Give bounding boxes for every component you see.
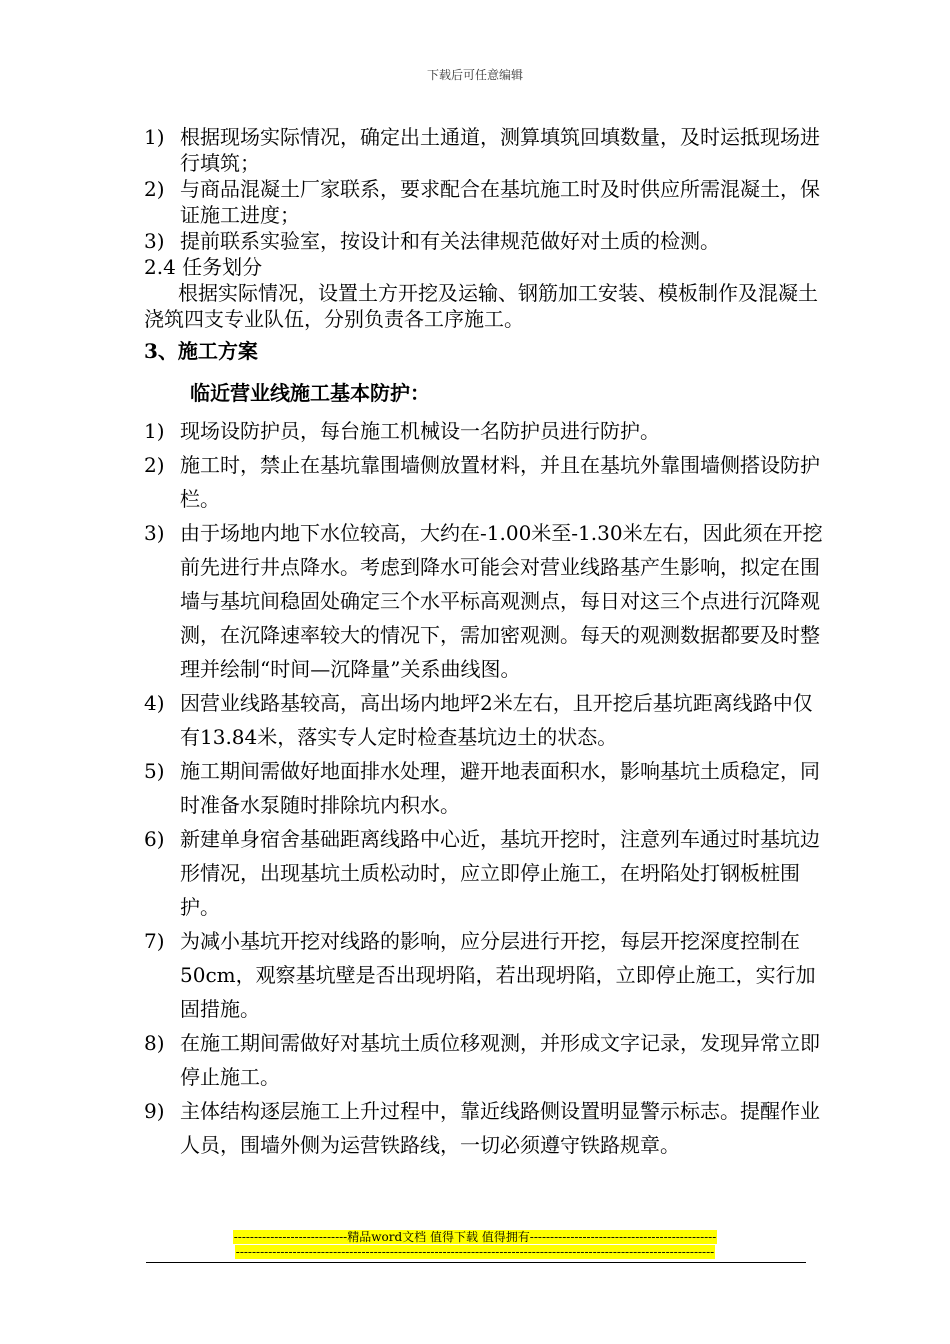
list-number: 5) (144, 759, 165, 783)
section-heading-2-4: 2.4 任务划分 (144, 255, 263, 279)
list-item (144, 124, 824, 176)
list-text: 在施工期间需做好对基坑土质位移观测，并形成文字记录，发现异常立即停止施工。 (180, 1031, 820, 1089)
footer-rule (146, 1262, 806, 1263)
list-number: 9) (144, 1099, 165, 1123)
list-number: 8) (144, 1031, 165, 1055)
list-text: 施工期间需做好地面排水处理，避开地表面积水，影响基坑土质稳定，同时准备水泵随时排除坑内积水。 (180, 759, 820, 817)
list-text: 为减小基坑开挖对线路的影响，应分层进行开挖，每层开挖深度控制在50cm，观察基坑壁是否出现坍陷，若出现坍陷，立即停止施工，实行加固措施。 (180, 929, 816, 1021)
list-number: 3) (144, 229, 165, 253)
list-number: 1) (144, 125, 165, 149)
list-number: 4) (144, 691, 165, 715)
list-item (144, 176, 824, 228)
list-number: 1) (144, 419, 165, 443)
section-heading-3: 3、施工方案 (144, 339, 258, 363)
list-item (144, 1094, 824, 1162)
footer-banner-text: ----------------------------精品word文档 值得下载 值得拥有---------------------------------------------- (233, 1230, 717, 1244)
list-text: 提前联系实验室，按设计和有关法律规范做好对土质的检测。 (180, 229, 720, 253)
list-text: 根据现场实际情况，确定出土通道，测算填筑回填数量，及时运抵现场进行填筑； (180, 125, 820, 175)
list-item (144, 516, 824, 686)
footer-banner-dashes: ---------------------------------------------------------------------------------------------------------------------- (235, 1245, 715, 1259)
footer-banner-line-2 (0, 1245, 950, 1260)
list-text: 因营业线路基较高，高出场内地坪2米左右，且开挖后基坑距离线路中仅有13.84米，落实专人定时检查基坑边土的状态。 (180, 691, 813, 749)
footer-banner-line-1 (0, 1230, 950, 1245)
list-item (144, 754, 824, 822)
list-text: 施工时，禁止在基坑靠围墙侧放置材料，并且在基坑外靠围墙侧搭设防护栏。 (180, 453, 820, 511)
list-number: 3) (144, 521, 165, 545)
protection-list (144, 414, 824, 1162)
section-paragraph: 根据实际情况，设置土方开挖及运输、钢筋加工安装、模板制作及混凝土浇筑四支专业队伍，分别负责各工序施工。 (144, 281, 818, 331)
list-text: 主体结构逐层施工上升过程中，靠近线路侧设置明显警示标志。提醒作业人员，围墙外侧为运营铁路线，一切必须遵守铁路规章。 (180, 1099, 820, 1157)
list-item (144, 414, 824, 448)
list-text: 由于场地内地下水位较高，大约在-1.00米至-1.30米左右，因此须在开挖前先进行井点降水。考虑到降水可能会对营业线路基产生影响，拟定在围墙与基坑间稳固处确定三个水平标高观测点，每日对这三个点进行沉降观测，在沉降速率较大的情况下，需加密观测。每天的观测数据都要及时整理并绘制“时间—沉降量”关系曲线图。 (180, 521, 823, 681)
page-header-note: 下载后可任意编辑 (426, 68, 523, 82)
list-text: 现场设防护员，每台施工机械设一名防护员进行防护。 (180, 419, 660, 443)
list-item (144, 686, 824, 754)
list-text: 新建单身宿舍基础距离线路中心近，基坑开挖时，注意列车通过时基坑边形情况，出现基坑土质松动时，应立即停止施工，在坍陷处打钢板桩围护。 (180, 827, 820, 919)
list-number: 2) (144, 177, 165, 201)
section-subheading: 临近营业线施工基本防护： (190, 381, 430, 405)
list-item (144, 228, 824, 254)
document-body (144, 124, 824, 1162)
list-item (144, 1026, 824, 1094)
list-number: 6) (144, 827, 165, 851)
list-text: 与商品混凝土厂家联系，要求配合在基坑施工时及时供应所需混凝土，保证施工进度； (180, 177, 820, 227)
list-number: 2) (144, 453, 165, 477)
list-item (144, 924, 824, 1026)
list-item (144, 822, 824, 924)
list-item (144, 448, 824, 516)
list-number: 7) (144, 929, 165, 953)
